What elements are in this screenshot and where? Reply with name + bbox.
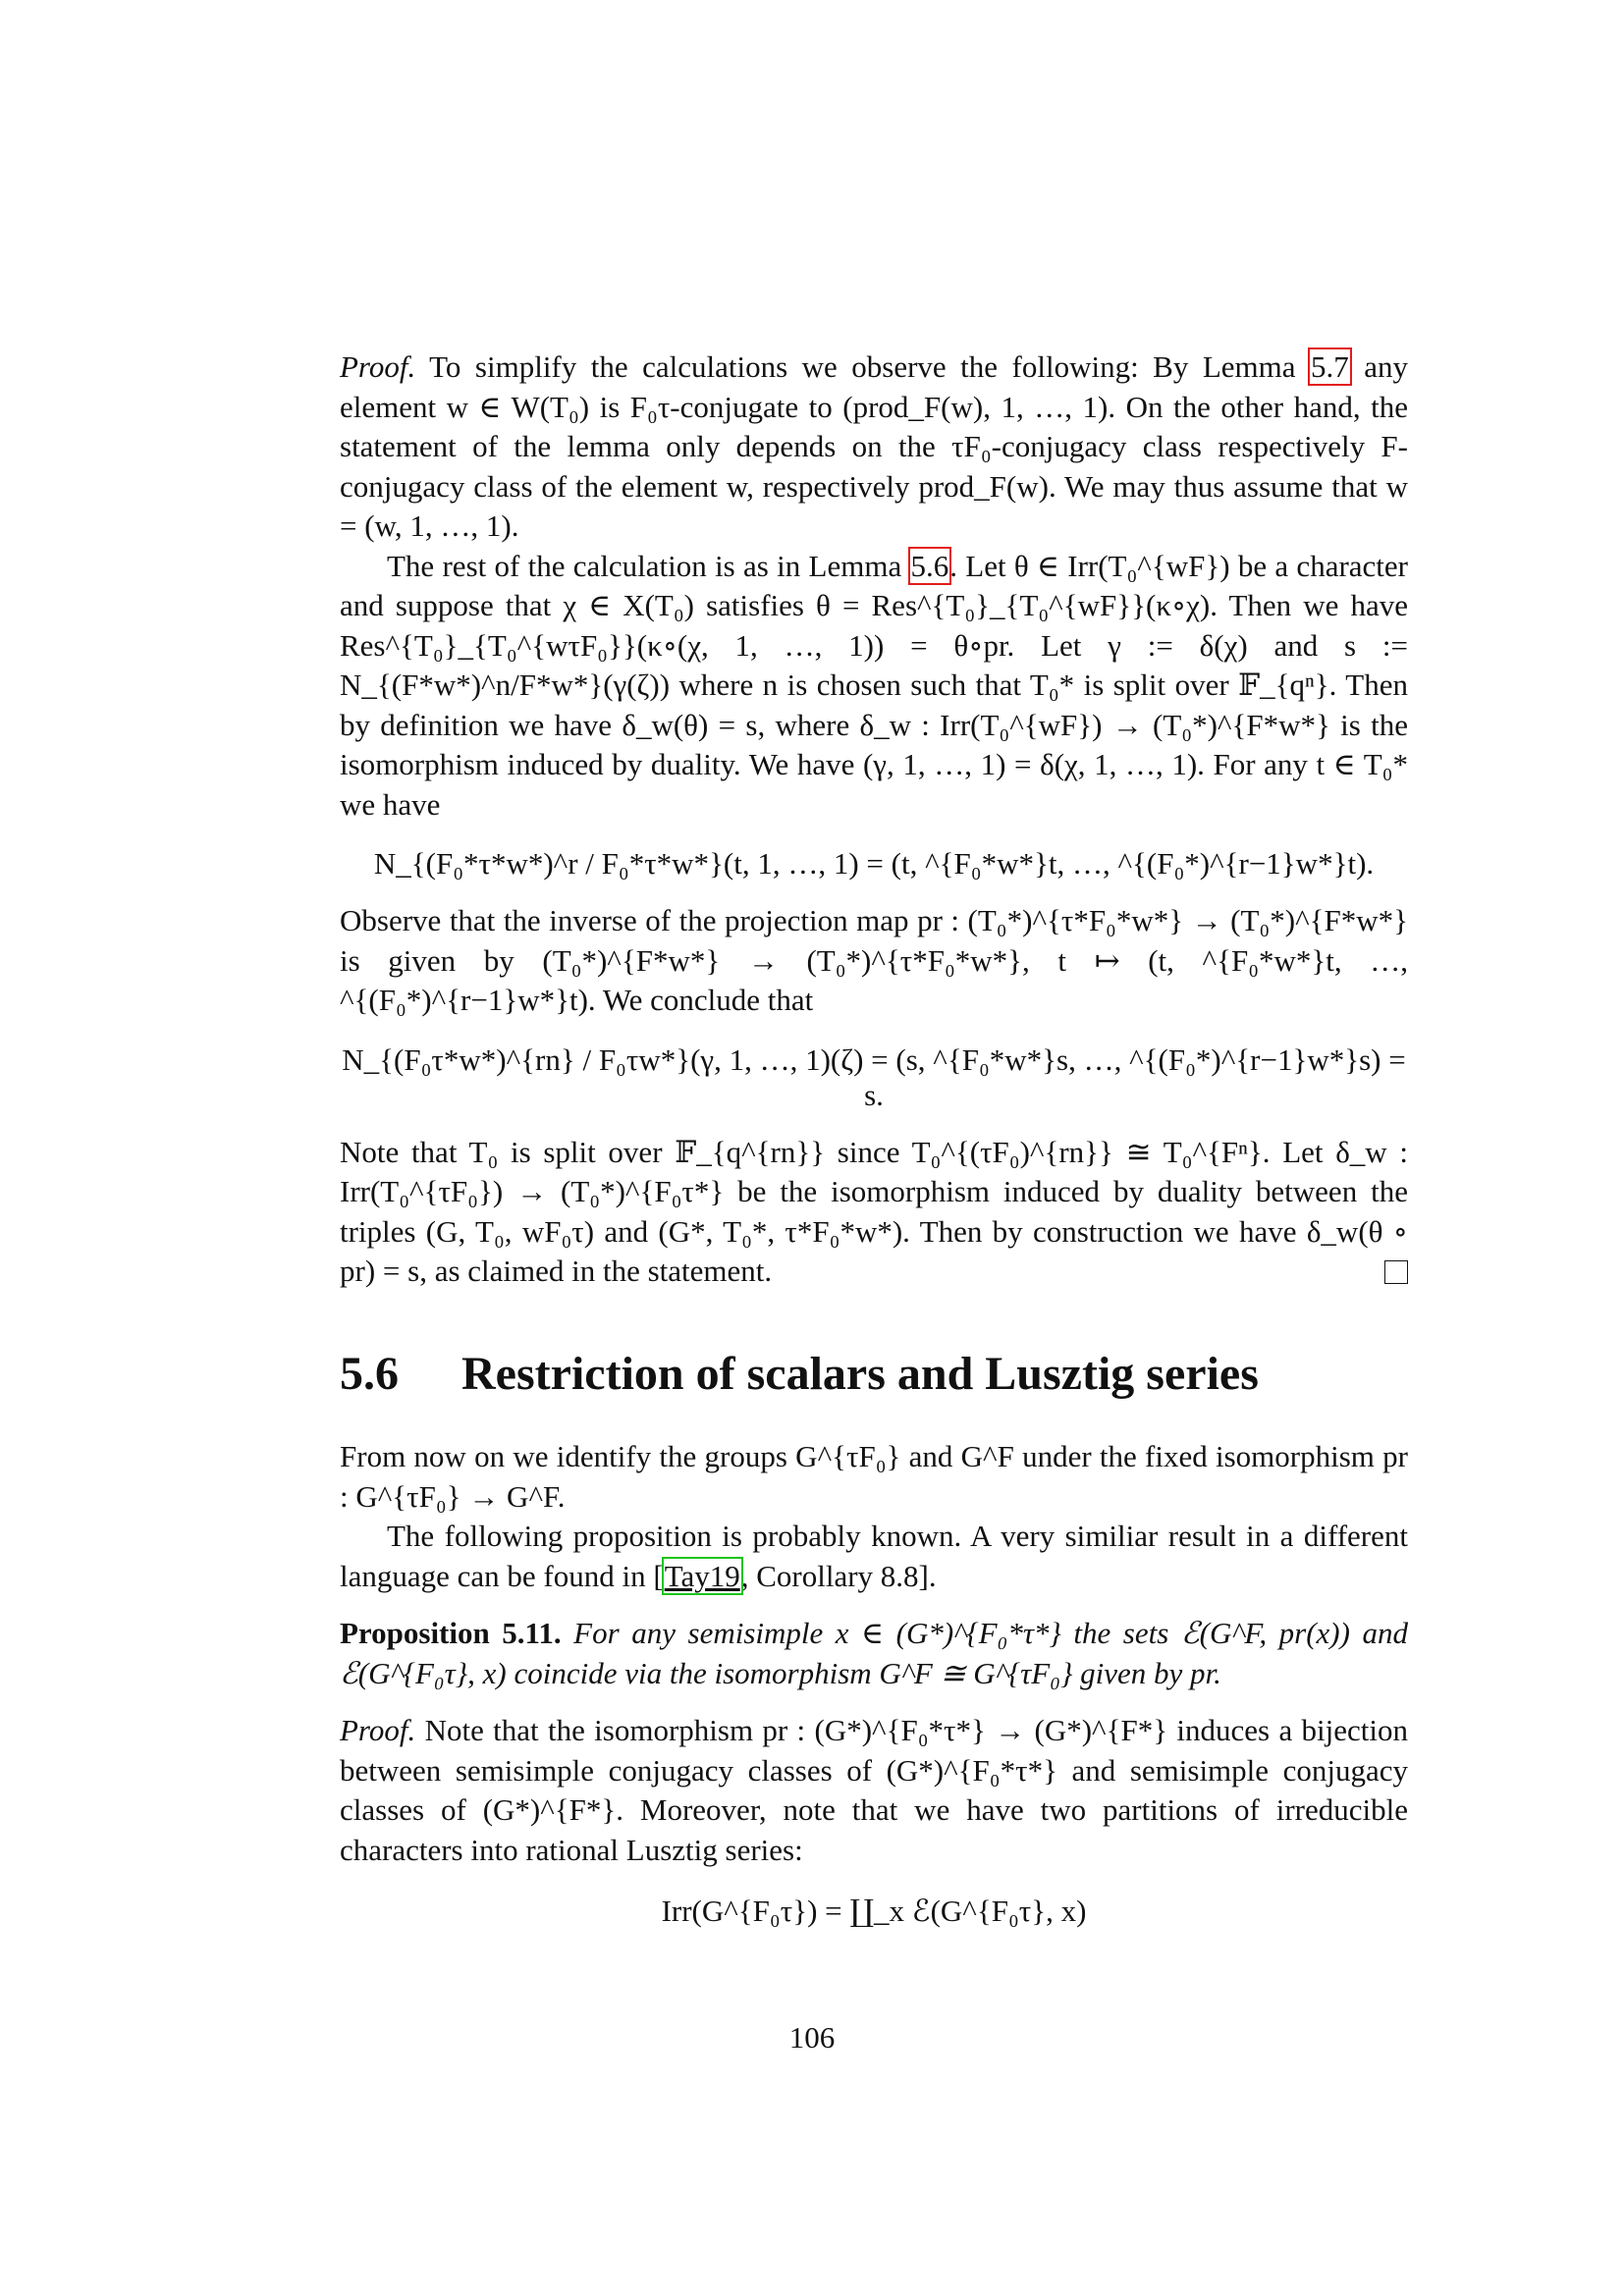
page-number: 106 [788, 2020, 836, 2055]
proof-text: Note that the isomorphism pr : (G*)^{F₀*τ*} → (G*)^{F*} induces a bijection between semisimple conjugacy classes of (G*)^{F₀*τ*} and semisimple conjugacy classes of (G*)^{F*}. Moreover, note that we have two partitions of irreducible characters into rational Lusztig series: [340, 1713, 1409, 1867]
lemma-reference-link[interactable]: 5.6 [910, 548, 949, 583]
proof-text-rest: . Let θ ∈ Irr(T₀^{wF}) be a character and suppose that χ ∈ X(T₀) satisfies θ = Res^{T₀}_{T₀^{wF}}(κ∘χ). Then we have Res^{T₀}_{T₀^{wτF₀}}(κ∘(χ, 1, …, 1)) = θ∘pr. Let γ := δ(χ) and s := N_{(F*w*)^n/F*w*}(γ(ζ)) where n is chosen such that T₀* is split over 𝔽_{qⁿ}. Then by definition we have δ_w(θ) = s, where δ_w : Irr(T₀^{wF}) → (T₀*)^{F*w*} is the isomorphism induced by duality. We have (γ, 1, …, 1) = δ(χ, 1, …, 1). For any t ∈ T₀* we have [340, 548, 1408, 822]
proof-text-lead: The rest of the calculation is as in Lemma [387, 548, 910, 583]
section-number: 5.6 [340, 1348, 399, 1400]
proof-text-rest: any element w ∈ W(T₀) is F₀τ-conjugate to (prod_F(w), 1, …, 1). On the other hand, the statement of the lemma only depends on the τF₀-conjugacy class respectively F-conjugacy class of the element w, respectively prod_F(w). We may thus assume that w = (w, 1, …, 1). [340, 349, 1408, 543]
proof-paragraph-2 [340, 547, 1408, 826]
section-heading [340, 1345, 1420, 1404]
proposition-statement [340, 1614, 1408, 1693]
section-title: Restriction of scalars and Lusztig series [461, 1348, 1259, 1400]
proof-label: Proof. [340, 349, 416, 384]
proof-paragraph-3: Observe that the inverse of the projection map pr : (T₀*)^{τ*F₀*w*} → (T₀*)^{F*w*} is given by (T₀*)^{F*w*} → (T₀*)^{τ*F₀*w*}, t ↦ (t, ^{F₀*w*}t, …, ^{(F₀*)^{r−1}w*}t). We conclude that [340, 903, 1408, 1017]
intro-text-lead: The following proposition is probably known. A very similiar result in a different language can be found in [340, 1519, 1408, 1593]
section-body [340, 1437, 1408, 1929]
display-equation-partition: Irr(G^{F₀τ}) = ∐_x ℰ(G^{F₀τ}, x) [661, 1894, 1087, 1928]
intro-paragraph-2: The following proposition is probably known. A very similiar result in a different language can be found in [Tay19, Corollary 8.8]. [340, 1519, 1408, 1593]
proof-paragraph-5 [340, 1711, 1408, 1870]
proof-final-block [340, 1133, 1408, 1292]
proof-label: Proof. [340, 1713, 416, 1747]
proposition-text: For any semisimple x ∈ (G*)^{F₀*τ*} the sets ℰ(G^F, pr(x)) and ℰ(G^{F₀τ}, x) coincide via the isomorphism G^F ≅ G^{τF₀} given by pr. [340, 1616, 1409, 1690]
proof-paragraph-1 [340, 347, 1408, 547]
proposition-label: Proposition 5.11. [340, 1616, 562, 1650]
display-equation-norm: N_{(F₀*τ*w*)^r / F₀*τ*w*}(t, 1, …, 1) = (t, ^{F₀*w*}t, …, ^{(F₀*)^{r−1}w*}t). [373, 846, 1375, 881]
intro-paragraph-1: From now on we identify the groups G^{τF₀} and G^F under the fixed isomorphism pr : G^{τF₀} → G^F. [340, 1439, 1408, 1514]
proof-paragraph-4: Note that T₀ is split over 𝔽_{q^{rn}} since T₀^{(τF₀)^{rn}} ≅ T₀^{Fⁿ}. Let δ_w : Irr(T₀^{τF₀}) → (T₀*)^{F₀τ*} be the isomorphism induced by duality between the triples (G, T₀, wF₀τ) and (G*, T₀*, τ*F₀*w*). Then by construction we have δ_w(θ ∘ pr) = s, as claimed in the statement. [340, 1134, 1408, 1288]
lemma-reference-link[interactable]: 5.7 [1311, 349, 1349, 384]
citation-link[interactable]: Tay19 [664, 1558, 740, 1593]
intro-text-rest: , Corollary 8.8]. [740, 1558, 937, 1593]
qed-square-icon [1384, 1260, 1408, 1284]
proof-text-lead: To simplify the calculations we observe the following: By Lemma [429, 349, 1310, 384]
display-equation-conclusion: N_{(F₀τ*w*)^{rn} / F₀τw*}(γ, 1, …, 1)(ζ) = (s, ^{F₀*w*}s, …, ^{(F₀*)^{r−1}w*}s) = s. [342, 1041, 1406, 1112]
proof-block [340, 347, 1408, 1292]
